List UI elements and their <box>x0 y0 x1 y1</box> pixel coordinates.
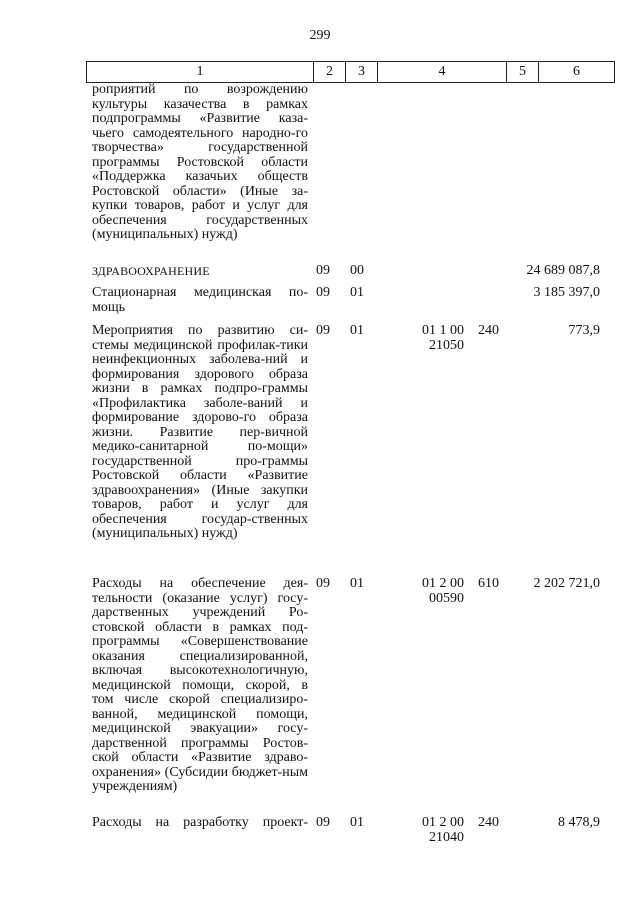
row-section: 09 <box>316 263 330 278</box>
row-name: Мероприятия по развитию си-стемы медицинской профилак-тики неинфекционных заболева-ний и формирования здорового образа жизни в рамках подпро-граммы «Профилактика заболе-ваний и формирование здорово-го образа жизни. Развитие пер-вичной медико-санитарной по-мощи» государственной про-граммы Ростовской области «Развитие здравоохранения» (Иные закупки товаров, работ и услуг для обеспечения государ-ственных (муниципальных) нужд) <box>92 323 308 541</box>
row-section: 09 <box>316 285 330 300</box>
header-col-6: 6 <box>539 62 615 83</box>
header-col-1: 1 <box>87 62 314 83</box>
header-col-2: 2 <box>314 62 346 83</box>
row-name: ЗДРАВООХРАНЕНИЕ <box>92 264 210 278</box>
row-name: роприятий по возрождению культуры казачества в рамках подпрограммы «Развитие каза-чьего самодеятельного народно-го творчества» государственной программы Ростовской области «Поддержка казачьих обществ Ростовской области» (Иные за-купки товаров, работ и услуг для обеспечения государственных (муниципальных) нужд) <box>92 82 308 242</box>
row-expense-type: 610 <box>478 576 499 591</box>
row-section: 09 <box>316 323 330 338</box>
row-target-article: 01 1 00 21050 <box>422 323 464 353</box>
header-col-5: 5 <box>507 62 539 83</box>
row-section: 09 <box>316 815 330 830</box>
table-header <box>86 61 615 83</box>
row-subsection: 01 <box>350 576 364 591</box>
row-amount: 2 202 721,0 <box>533 576 600 591</box>
row-subsection: 01 <box>350 285 364 300</box>
row-section: 09 <box>316 576 330 591</box>
page-number: 299 <box>309 28 331 43</box>
row-target-article: 01 2 00 21040 <box>422 815 464 845</box>
row-amount: 3 185 397,0 <box>533 285 600 300</box>
row-amount: 24 689 087,8 <box>526 263 600 278</box>
row-expense-type: 240 <box>478 815 499 830</box>
header-col-3: 3 <box>346 62 378 83</box>
row-target-article: 01 2 00 00590 <box>422 576 464 606</box>
row-subsection: 01 <box>350 323 364 338</box>
row-name: Расходы на обеспечение дея-тельности (оказание услуг) госу-дарственных учреждений Ро-стовской области в рамках под-программы «Совершенствование оказания специализированной, включая высокотехнологичную, медицинской помощи, скорой, в том числе скорой специализиро-ванной, медицинской помощи, медицинской эвакуации» госу-дарственной программы Ростов-ской области «Развитие здраво-охранения» (Субсидии бюджет-ным учреждениям) <box>92 576 308 794</box>
row-amount: 773,9 <box>568 323 600 338</box>
row-subsection: 01 <box>350 815 364 830</box>
row-expense-type: 240 <box>478 323 499 338</box>
row-name: Расходы на разработку проект- <box>92 815 308 830</box>
row-amount: 8 478,9 <box>558 815 600 830</box>
header-col-4: 4 <box>378 62 507 83</box>
row-subsection: 00 <box>350 263 364 278</box>
row-name: Стационарная медицинская по-мощь <box>92 285 308 315</box>
